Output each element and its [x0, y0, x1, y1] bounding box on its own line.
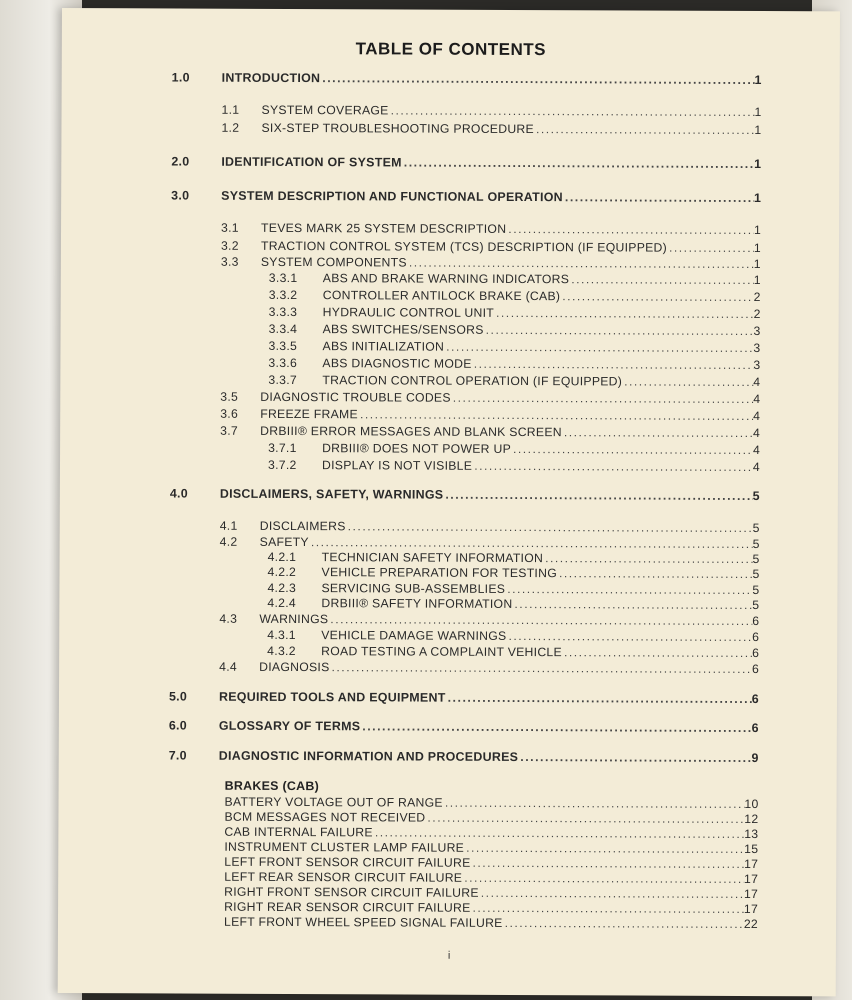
toc-entry-page: 5	[752, 521, 760, 536]
toc-entry-number: 3.3.7	[268, 372, 298, 388]
document-page	[58, 8, 840, 996]
toc-entry-title: GLOSSARY OF TERMS	[218, 718, 361, 734]
toc-entry-page: 5	[752, 489, 760, 504]
toc-entry	[267, 581, 759, 597]
brakes-entry	[224, 915, 758, 931]
toc-entry-number: 3.3.6	[268, 355, 298, 371]
toc-entry-title: DIAGNOSIS	[259, 659, 330, 675]
dot-leader	[622, 374, 753, 389]
toc-entry-number: 7.0	[168, 748, 187, 763]
brakes-entry-page: 15	[744, 841, 759, 857]
dot-leader	[407, 256, 754, 272]
toc-entry-number: 3.3.2	[268, 287, 298, 303]
toc-entry	[171, 154, 761, 171]
page-title: TABLE OF CONTENTS	[355, 39, 547, 60]
toc-entry-title: DISPLAY IS NOT VISIBLE	[321, 458, 473, 473]
toc-entry-title: ABS INITIALIZATION	[322, 339, 445, 354]
dot-leader	[443, 796, 745, 811]
toc-entry	[221, 239, 761, 255]
toc-entry-number: 3.3.5	[268, 338, 298, 354]
toc-entry-page: 5	[752, 583, 760, 598]
brakes-entry	[224, 855, 758, 871]
toc-entry-number: 4.3	[219, 611, 238, 626]
dot-leader	[328, 612, 752, 628]
toc-entry-title: DIAGNOSTIC INFORMATION AND PROCEDURES	[218, 748, 519, 764]
toc-entry-title: TECHNICIAN SAFETY INFORMATION	[321, 550, 544, 566]
brakes-entry-page: 17	[744, 856, 759, 872]
toc-entry-number: 4.2.4	[267, 595, 297, 611]
toc-entry-page: 6	[752, 614, 760, 629]
toc-entry-number: 4.2.3	[267, 580, 297, 596]
toc-entry	[268, 550, 760, 566]
toc-entry-page: 1	[754, 105, 762, 120]
dot-leader	[506, 629, 752, 644]
toc-entry	[219, 612, 759, 628]
dot-leader	[471, 901, 744, 916]
toc-entry-page: 4	[753, 409, 761, 424]
dot-leader	[512, 597, 752, 612]
toc-entry	[268, 565, 760, 581]
dot-leader	[667, 241, 754, 255]
toc-entry-page: 1	[753, 241, 761, 256]
dot-leader	[484, 323, 754, 338]
toc-entry-page: 6	[751, 721, 759, 736]
brakes-entry-page: 10	[744, 796, 759, 812]
dot-leader	[560, 289, 753, 304]
toc-entry-page: 3	[753, 341, 761, 356]
brakes-heading: BRAKES (CAB)	[224, 778, 320, 794]
toc-entry-page: 5	[752, 552, 760, 567]
toc-entry-page: 2	[753, 307, 761, 322]
toc-entry-number: 3.1	[221, 220, 239, 235]
toc-entry-page: 1	[754, 157, 762, 172]
toc-entry-number: 3.5	[220, 389, 239, 404]
dot-leader	[373, 825, 744, 841]
brakes-entry	[224, 900, 758, 916]
brakes-entry	[224, 885, 758, 901]
brakes-entry	[224, 810, 758, 826]
dot-leader	[346, 519, 753, 535]
brakes-entry-title: CAB INTERNAL FAILURE	[224, 824, 373, 840]
toc-entry-number: 4.0	[169, 486, 189, 501]
brakes-entry-title: LEFT FRONT SENSOR CIRCUIT FAILURE	[224, 854, 471, 870]
dot-leader	[505, 582, 752, 597]
page-footer-number: i	[447, 949, 451, 962]
toc-entry-number: 4.3.2	[267, 643, 296, 659]
brakes-entry-page: 22	[743, 916, 759, 932]
toc-entry-title: SAFETY	[259, 534, 309, 550]
toc-entry-number: 3.0	[171, 188, 190, 203]
toc-entry	[269, 305, 761, 321]
toc-entry-title: SYSTEM COMPONENTS	[260, 254, 407, 270]
toc-entry-page: 4	[753, 426, 761, 441]
toc-entry	[222, 103, 762, 119]
toc-entry-page: 3	[753, 324, 761, 339]
toc-entry	[169, 689, 759, 706]
toc-entry-number: 3.7	[220, 423, 239, 438]
dot-leader	[494, 306, 754, 321]
toc-entry-title: HYDRAULIC CONTROL UNIT	[322, 305, 495, 320]
toc-entry-page: 5	[752, 567, 760, 582]
toc-entry	[220, 519, 760, 535]
dot-leader	[562, 645, 752, 660]
brakes-entry-title: BCM MESSAGES NOT RECEIVED	[224, 809, 426, 825]
dot-leader	[518, 750, 751, 765]
toc-entry-title: ROAD TESTING A COMPLAINT VEHICLE	[321, 644, 563, 660]
toc-entry-page: 1	[754, 123, 762, 138]
toc-entry-number: 3.3	[220, 254, 239, 269]
toc-entry	[220, 424, 760, 440]
toc-entry-title: ABS SWITCHES/SENSORS	[322, 322, 484, 337]
toc-entry-number: 1.0	[171, 70, 190, 85]
dot-leader	[425, 811, 744, 826]
toc-entry	[221, 255, 761, 271]
dot-leader	[557, 566, 752, 581]
toc-entry-page: 4	[752, 443, 761, 458]
dot-leader	[472, 357, 754, 372]
brakes-entry-title: LEFT REAR SENSOR CIRCUIT FAILURE	[224, 869, 463, 885]
brakes-entry	[224, 840, 758, 856]
toc-entry	[268, 373, 760, 389]
toc-entry-title: SYSTEM COVERAGE	[261, 102, 389, 118]
toc-entry	[267, 628, 759, 644]
toc-entry-page: 5	[752, 598, 760, 613]
toc-entry-page: 2	[753, 290, 761, 305]
toc-entry-title: IDENTIFICATION OF SYSTEM	[221, 154, 402, 170]
toc-entry-number: 3.3.1	[268, 270, 298, 286]
dot-leader	[563, 190, 754, 205]
toc-entry-title: SYSTEM DESCRIPTION AND FUNCTIONAL OPERATION	[221, 188, 563, 205]
toc-entry-title: TEVES MARK 25 SYSTEM DESCRIPTION	[261, 220, 507, 236]
toc-entry	[268, 441, 760, 457]
dot-leader	[479, 886, 744, 901]
toc-entry	[169, 718, 759, 735]
toc-entry-number: 2.0	[171, 154, 190, 169]
toc-entry-number: 4.4	[219, 659, 238, 674]
toc-entry-title: WARNINGS	[259, 611, 329, 627]
toc-entry-title: VEHICLE DAMAGE WARNINGS	[321, 628, 507, 643]
brakes-entry-title: INSTRUMENT CLUSTER LAMP FAILURE	[224, 839, 465, 855]
dot-leader	[358, 407, 753, 423]
dot-leader	[511, 442, 753, 457]
dot-leader	[503, 916, 744, 931]
toc-entry	[268, 458, 760, 474]
toc-entry-title: ABS AND BRAKE WARNING INDICATORS	[322, 271, 570, 287]
dot-leader	[506, 222, 754, 237]
dot-leader	[451, 391, 753, 406]
toc-entry-page: 1	[753, 273, 761, 288]
brakes-entry-title: RIGHT FRONT SENSOR CIRCUIT FAILURE	[224, 884, 479, 900]
toc-entry	[171, 188, 761, 205]
dot-leader	[446, 691, 752, 706]
toc-entry-title: DISCLAIMERS, SAFETY, WARNINGS	[219, 486, 444, 502]
brakes-entry-title: LEFT FRONT WHEEL SPEED SIGNAL FAILURE	[223, 914, 503, 930]
brakes-entry	[225, 795, 759, 811]
toc-entry-title: FREEZE FRAME	[260, 406, 358, 422]
dot-leader	[569, 272, 754, 287]
toc-entry-title: DRBIII® SAFETY INFORMATION	[321, 596, 513, 611]
toc-entry	[169, 748, 759, 765]
toc-entry	[172, 70, 762, 87]
toc-entry	[220, 390, 760, 406]
dot-leader	[534, 122, 754, 137]
toc-entry-title: DIAGNOSTIC TROUBLE CODES	[260, 389, 451, 405]
toc-entry-number: 4.2.2	[267, 564, 297, 580]
dot-leader	[462, 871, 744, 886]
dot-leader	[443, 488, 752, 503]
brakes-entry	[224, 870, 758, 886]
toc-entry	[219, 660, 759, 676]
toc-entry-number: 6.0	[168, 718, 188, 733]
dot-leader	[389, 103, 755, 119]
toc-entry-number: 4.1	[219, 518, 238, 533]
toc-entry-page: 6	[752, 630, 760, 645]
toc-entry	[220, 535, 760, 551]
toc-entry	[267, 644, 759, 660]
toc-entry-page: 4	[753, 375, 761, 390]
brakes-entry-page: 17	[743, 901, 759, 917]
dot-leader	[472, 459, 753, 474]
toc-entry	[268, 339, 760, 355]
toc-entry-number: 3.7.2	[267, 457, 297, 473]
brakes-entry-page: 13	[744, 826, 759, 842]
brakes-entry-title: BATTERY VOLTAGE OUT OF RANGE	[224, 794, 443, 810]
toc-entry-title: SERVICING SUB-ASSEMBLIES	[321, 581, 506, 596]
toc-entry-page: 4	[752, 460, 761, 475]
brakes-entry-title: RIGHT REAR SENSOR CIRCUIT FAILURE	[224, 899, 471, 915]
toc-entry	[221, 221, 761, 237]
toc-entry-number: 3.3.3	[268, 304, 298, 320]
toc-entry-page: 1	[753, 257, 761, 272]
toc-entry-number: 1.1	[221, 102, 240, 117]
dot-leader	[402, 155, 754, 171]
toc-entry-title: INTRODUCTION	[221, 70, 321, 86]
toc-entry-page: 1	[753, 223, 762, 238]
dot-leader	[470, 856, 744, 871]
toc-entry-title: DISCLAIMERS	[259, 518, 346, 534]
toc-entry-number: 5.0	[168, 689, 188, 704]
toc-entry-title: SIX-STEP TROUBLESHOOTING PROCEDURE	[261, 120, 535, 137]
toc-entry-number: 3.2	[220, 238, 239, 253]
toc-entry-page: 4	[753, 392, 761, 407]
toc-entry-page: 9	[751, 751, 759, 766]
dot-leader	[562, 425, 753, 440]
toc-entry-title: TRACTION CONTROL SYSTEM (TCS) DESCRIPTION (IF EQUIPPED)	[260, 238, 668, 255]
toc-entry-title: CONTROLLER ANTILOCK BRAKE (CAB)	[322, 288, 561, 304]
dot-leader	[309, 535, 753, 551]
toc-entry-title: VEHICLE PREPARATION FOR TESTING	[321, 565, 558, 581]
brakes-entry-page: 17	[743, 886, 759, 902]
dot-leader	[320, 71, 754, 87]
dot-leader	[444, 340, 753, 355]
toc-entry-title: DRBIII® ERROR MESSAGES AND BLANK SCREEN	[260, 423, 562, 440]
toc-entry-title: DRBIII® DOES NOT POWER UP	[322, 441, 512, 456]
toc-entry-number: 1.2	[221, 120, 240, 135]
toc-entry	[269, 271, 761, 287]
toc-entry-number: 3.3.4	[268, 321, 298, 337]
dot-leader	[464, 841, 744, 856]
toc-entry-page: 6	[752, 646, 760, 661]
toc-entry-page: 1	[754, 73, 762, 88]
toc-entry-title: ABS DIAGNOSTIC MODE	[322, 356, 472, 371]
dot-leader	[360, 719, 751, 735]
toc-entry-page: 1	[753, 191, 762, 206]
toc-entry	[268, 356, 760, 372]
toc-entry-page: 3	[753, 358, 761, 373]
toc-entry-number: 4.2.1	[267, 549, 297, 565]
toc-entry	[269, 288, 761, 304]
brakes-entry-page: 17	[744, 871, 759, 887]
toc-entry-number: 4.2	[219, 534, 238, 549]
toc-entry-number: 3.7.1	[268, 440, 297, 456]
toc-entry-page: 6	[751, 692, 760, 707]
toc-entry	[220, 407, 760, 423]
toc-entry-page: 6	[752, 662, 760, 677]
toc-entry	[267, 596, 759, 612]
toc-entry-title: REQUIRED TOOLS AND EQUIPMENT	[218, 689, 446, 705]
toc-entry-number: 3.6	[220, 406, 239, 421]
toc-entry	[221, 121, 761, 137]
dot-leader	[330, 660, 753, 676]
toc-entry-page: 5	[752, 537, 760, 552]
toc-entry-title: TRACTION CONTROL OPERATION (IF EQUIPPED)	[322, 373, 623, 389]
brakes-entry	[224, 825, 758, 841]
dot-leader	[543, 551, 752, 566]
toc-entry-number: 4.3.1	[267, 627, 296, 643]
brakes-entry-page: 12	[744, 811, 759, 827]
toc-entry	[170, 486, 760, 503]
toc-entry	[269, 322, 761, 338]
